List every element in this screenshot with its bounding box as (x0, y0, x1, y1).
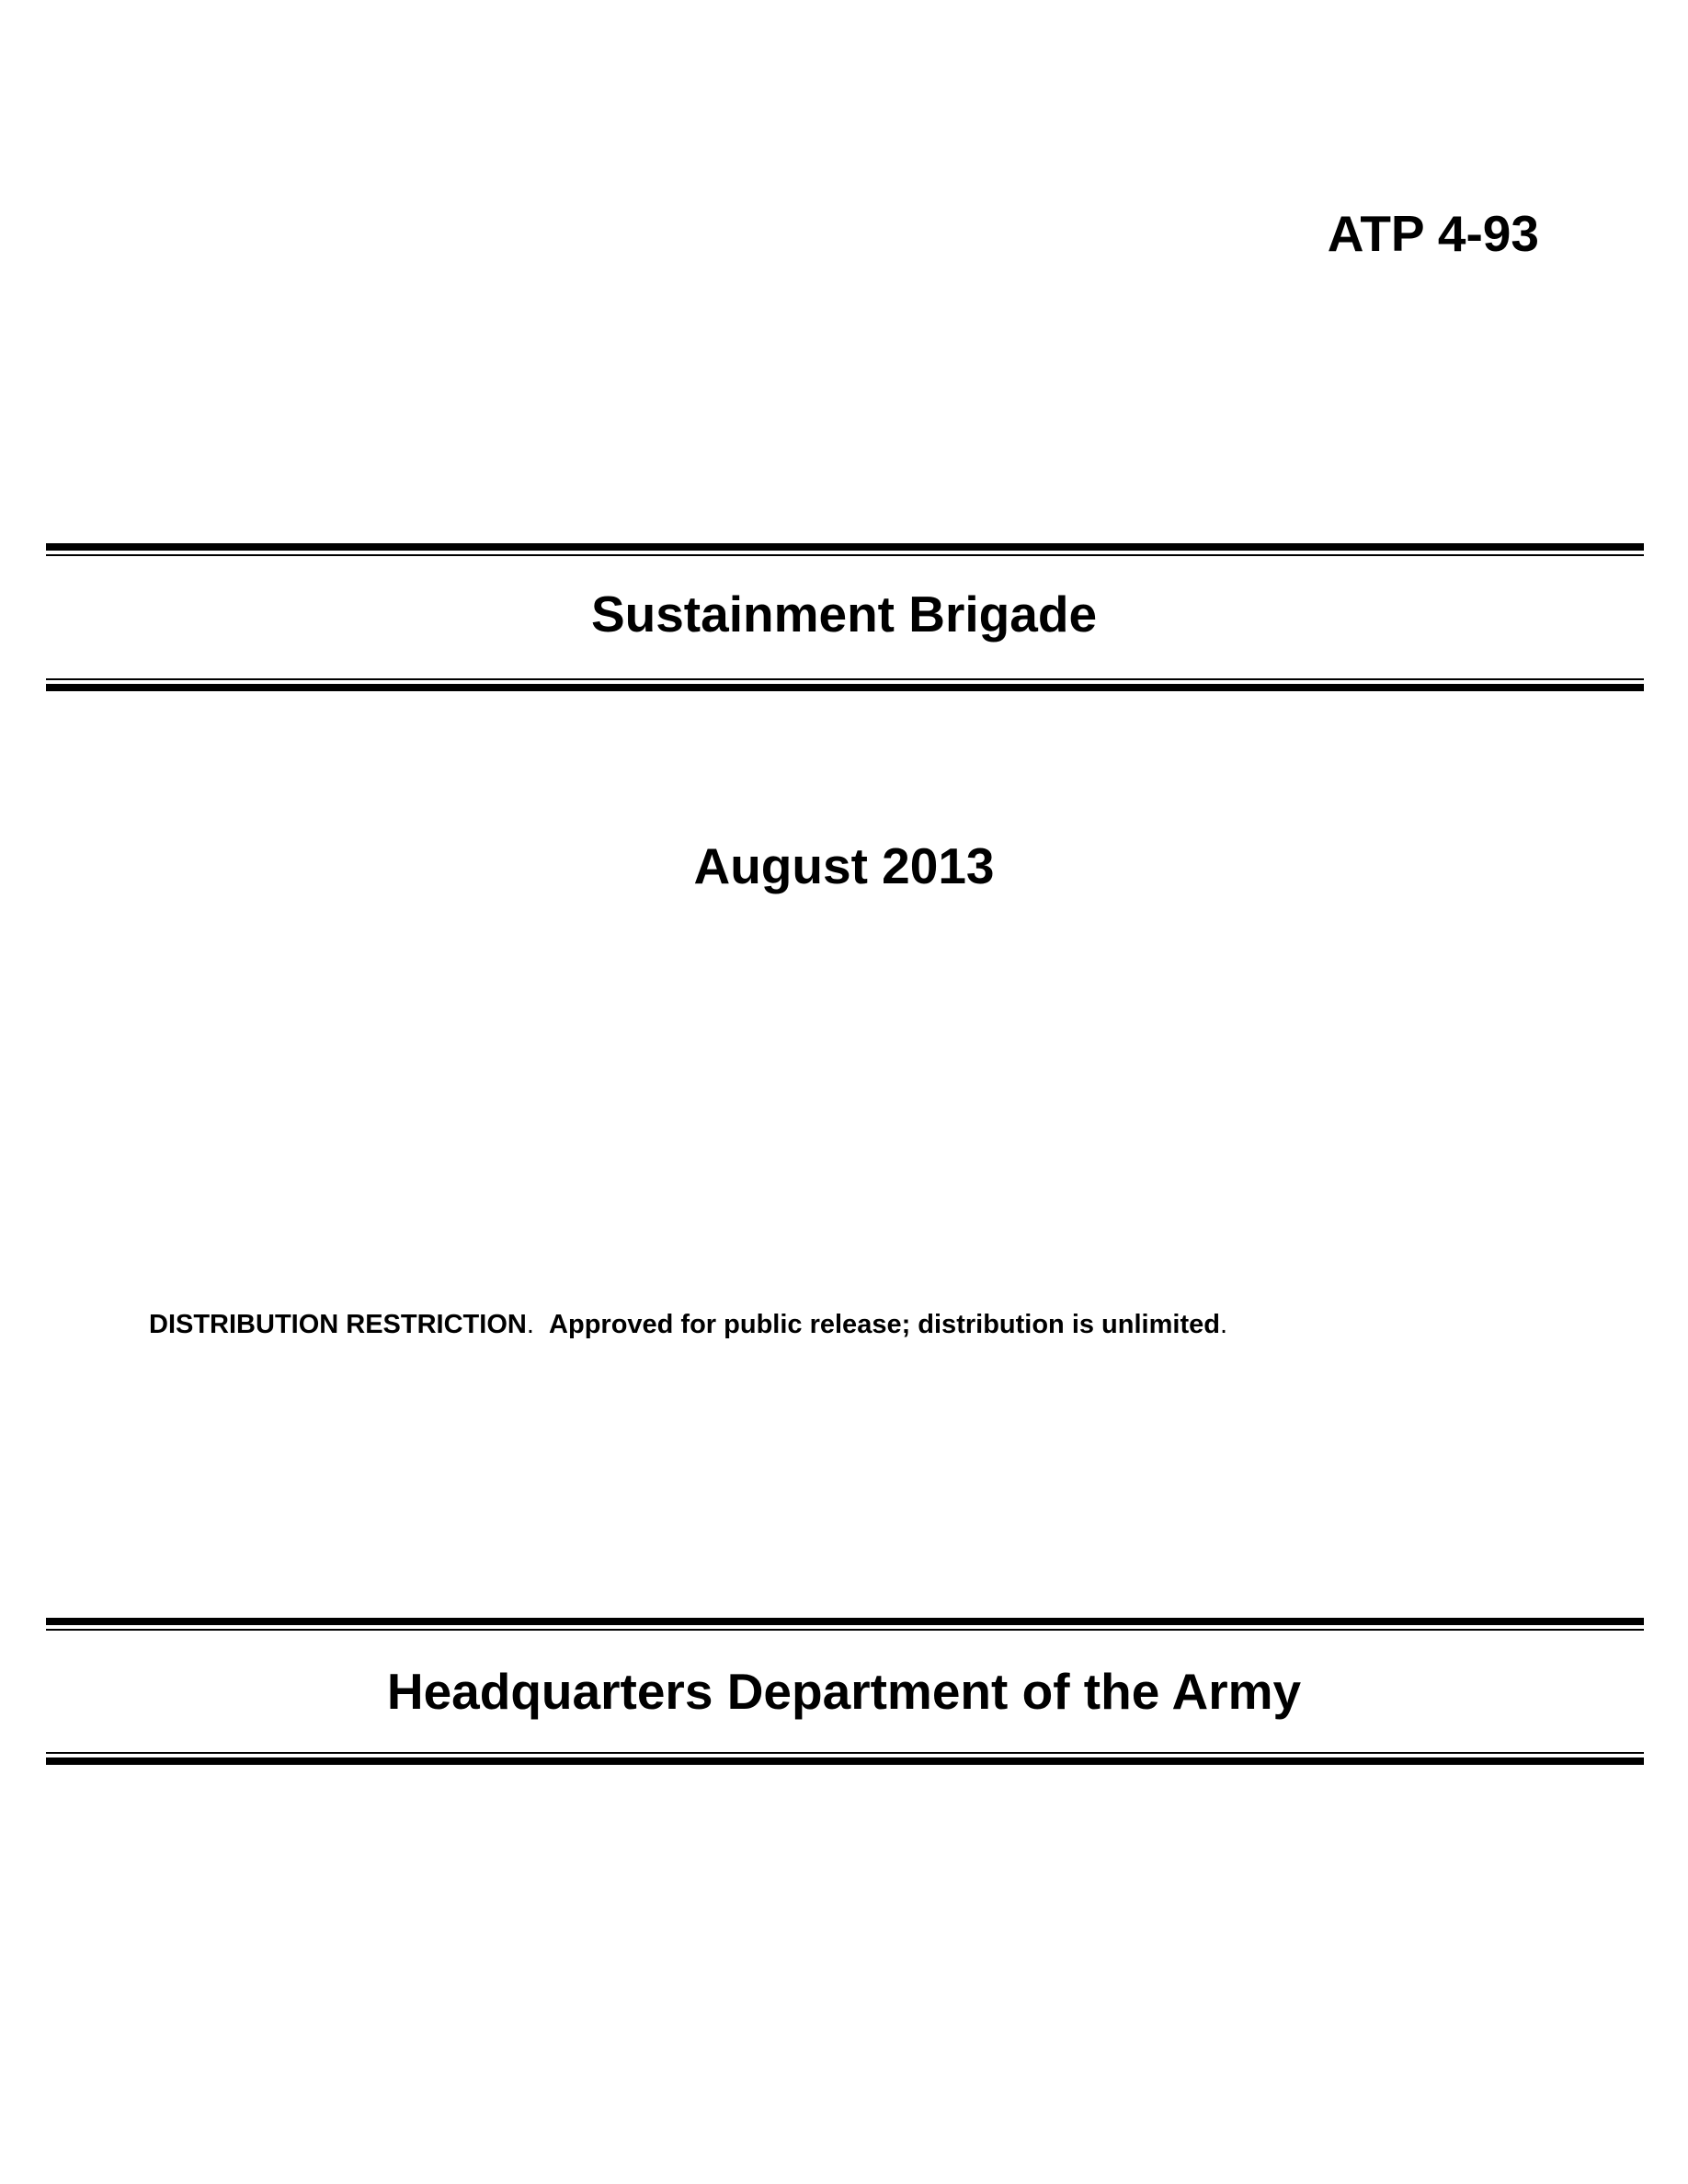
title-top-rule (46, 543, 1644, 556)
document-number: ATP 4-93 (1327, 205, 1539, 262)
distribution-statement-period: . (1219, 1310, 1228, 1339)
publication-date: August 2013 (693, 837, 995, 894)
publisher-top-rule (46, 1618, 1644, 1631)
document-title: Sustainment Brigade (590, 586, 1098, 643)
distribution-restriction (149, 1310, 1227, 1340)
title-bottom-rule (46, 678, 1644, 691)
distribution-statement: Approved for public release; distribution is unlimited (549, 1310, 1220, 1339)
distribution-label: DISTRIBUTION RESTRICTION (149, 1310, 527, 1339)
publisher-bottom-rule (46, 1752, 1644, 1765)
distribution-label-period: . (526, 1310, 534, 1339)
publisher: Headquarters Department of the Army (386, 1663, 1302, 1720)
